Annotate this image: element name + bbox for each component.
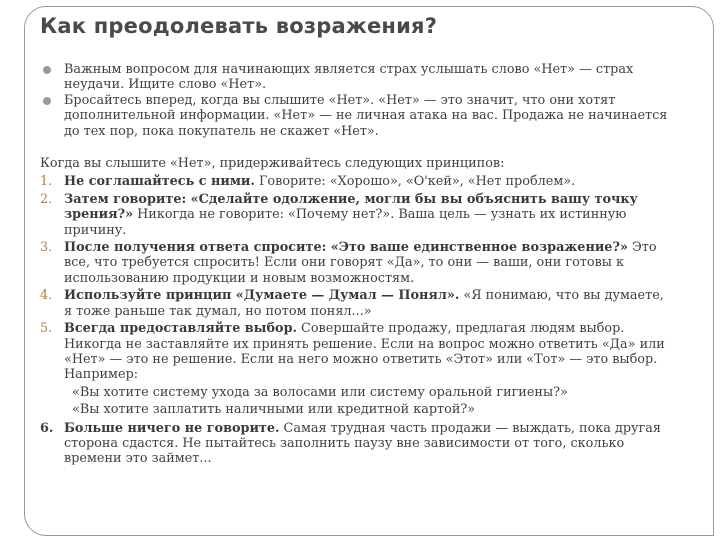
slide-content (40, 62, 672, 467)
principle-item (40, 421, 672, 467)
example-question: «Вы хотите систему ухода за волосами или систему оральной гигиены?» (72, 384, 568, 400)
principle-number: 5. (40, 321, 53, 337)
bullet-dot-icon (43, 66, 51, 74)
bullet-list (40, 62, 672, 139)
principle-text: Самая трудная часть продажи — выждать, пока другая сторона сдастся. Не пытайтесь заполнить паузу вне зависимости от того, сколько времени это займет... (64, 420, 661, 467)
principle-text: Говорите: «Хорошо», «О'кей», «Нет проблем». (254, 174, 576, 190)
principle-text: Это все, что требуется спросить! Если они говорят «Да», то они — ваши, они готовы к использованию продукции и новым возможностям. (64, 240, 657, 286)
principle-heading: Используйте принцип «Думаете — Думал — Понял». (64, 288, 460, 304)
bullet-dot-icon (43, 97, 51, 105)
principle-heading: Затем говорите: «Сделайте одолжение, могли бы вы объяснить вашу точку зрения?» (64, 191, 638, 223)
principles-list-continued (40, 421, 672, 467)
principle-item (40, 240, 672, 286)
principle-item (40, 288, 672, 319)
slide-title: Как преодолевать возражения? (40, 14, 438, 38)
bullet-text: Важным вопросом для начинающих является страх услышать слово «Нет» — страх неудачи. Ищите слово «Нет». (64, 62, 634, 93)
principles-intro: Когда вы слышите «Нет», придерживайтесь следующих принципов: (40, 156, 505, 172)
bullet-text: Бросайтесь вперед, когда вы слышите «Нет». «Нет» — это значит, что они хотят дополнительной информации. «Нет» — не личная атака на вас. Продажа не начинается до тех пор, пока покупатель не скажет «Нет». (64, 92, 668, 139)
principle-item (40, 321, 672, 383)
principle-number: 6. (40, 420, 54, 436)
principle-heading: Не соглашайтесь с ними. (64, 174, 255, 190)
principle-item (40, 192, 672, 238)
principle-text: «Я понимаю, что вы думаете, я тоже раньше так думал, но потом понял...» (64, 288, 664, 319)
principle-number: 4. (40, 288, 53, 304)
principle-text: Совершайте продажу, предлагая людям выбор. Никогда не заставляйте их принять решение. Если на вопрос можно ответить «Да» или «Нет» — это не решение. Если на него можно ответить «Этот» или «Тот» — это выбор. Например: (64, 321, 665, 383)
example-question: «Вы хотите заплатить наличными или кредитной картой?» (72, 402, 476, 418)
principle-heading: Больше ничего не говорите. (64, 420, 280, 436)
principle-number: 3. (40, 240, 53, 256)
principles-list (40, 174, 672, 382)
bullet-item (40, 62, 672, 93)
principle-heading: Всегда предоставляйте выбор. (64, 321, 297, 337)
principle-item (40, 174, 672, 189)
principle-text: Никогда не говорите: «Почему нет?». Ваша цель — узнать их истинную причину. (64, 207, 627, 238)
principle-heading: После получения ответа спросите: «Это ваше единственное возражение?» (64, 240, 628, 256)
principle-number: 1. (40, 174, 53, 190)
bullet-item (40, 93, 672, 139)
principle-number: 2. (40, 191, 53, 207)
